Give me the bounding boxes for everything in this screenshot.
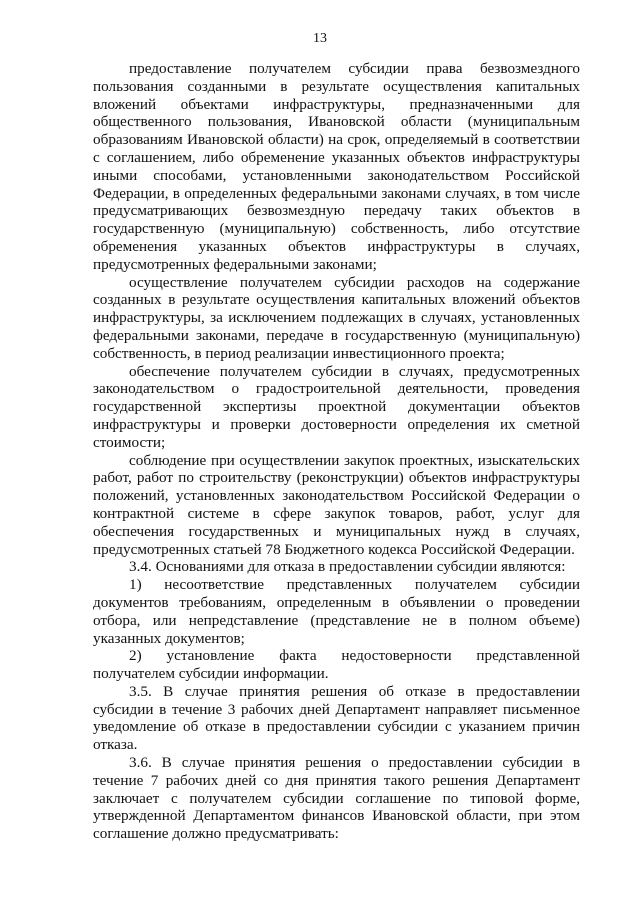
paragraph-3-4-item-1: 1) несоответствие представленных получателем субсидии документов требованиям, определенным в объявлении о проведении отбора, или непредставление (представление не в полном объеме) указанных документов; — [93, 576, 580, 647]
paragraph-free-use-provision: предоставление получателем субсидии права безвозмездного пользования созданными в результате осуществления капитальных вложений объектами инфраструктуры, предназначенными для общественного пользования, Ивановской области (муниципальным образованиям Ивановской области) на срок, определяемый в соответствии с соглашением, либо обременение указанных объектов инфраструктуры иными способами, установленными законодательством Российской Федерации, в определенных федеральными законами случаях, в том числе предусматривающих безвозмездную передачу таких объектов в государственную (муниципальную) собственность, либо отсутствие обременения указанных объектов инфраструктуры в случаях, предусмотренных федеральными законами; — [93, 60, 580, 273]
paragraph-procurement-compliance: соблюдение при осуществлении закупок проектных, изыскательских работ, работ по строительству (реконструкции) объектов инфраструктуры положений, установленных законодательством Российской Федерации о контрактной системе в сфере закупок товаров, работ, услуг для обеспечения государственных и муниципальных нужд в случаях, предусмотренных статьей 78 Бюджетного кодекса Российской Федерации. — [93, 451, 580, 558]
paragraph-3-4-refusal-grounds: 3.4. Основаниями для отказа в предоставлении субсидии являются: — [129, 558, 566, 576]
paragraph-3-5-refusal-notice: 3.5. В случае принятия решения об отказе в предоставлении субсидии в течение 3 рабочих дней Департамент направляет письменное уведомление об отказе в предоставлении субсидии с указанием причин отказа. — [93, 682, 580, 754]
document-body — [93, 60, 580, 843]
paragraph-3-4-item-2: 2) установление факта недостоверности представленной получателем субсидии информации. — [93, 647, 580, 683]
page-number: 13 — [313, 31, 327, 46]
paragraph-state-expertise: обеспечение получателем субсидии в случаях, предусмотренных законодательством о градостроительной деятельности, проведения государственной экспертизы проектной документации объектов инфраструктуры и проверки достоверности определения их сметной стоимости; — [93, 362, 580, 451]
paragraph-3-6-agreement: 3.6. В случае принятия решения о предоставлении субсидии в течение 7 рабочих дней со дня принятия такого решения Департамент заключает с получателем субсидии соглашение по типовой форме, утвержденной Департаментом финансов Ивановской области, при этом соглашение должно предусматривать: — [93, 754, 580, 843]
paragraph-maintenance-expenses: осуществление получателем субсидии расходов на содержание созданных в результате осуществления капитальных вложений объектов инфраструктуры, за исключением подлежащих в случаях, установленных федеральными законами, передаче в государственную (муниципальную) собственность, в период реализации инвестиционного проекта; — [93, 273, 580, 362]
